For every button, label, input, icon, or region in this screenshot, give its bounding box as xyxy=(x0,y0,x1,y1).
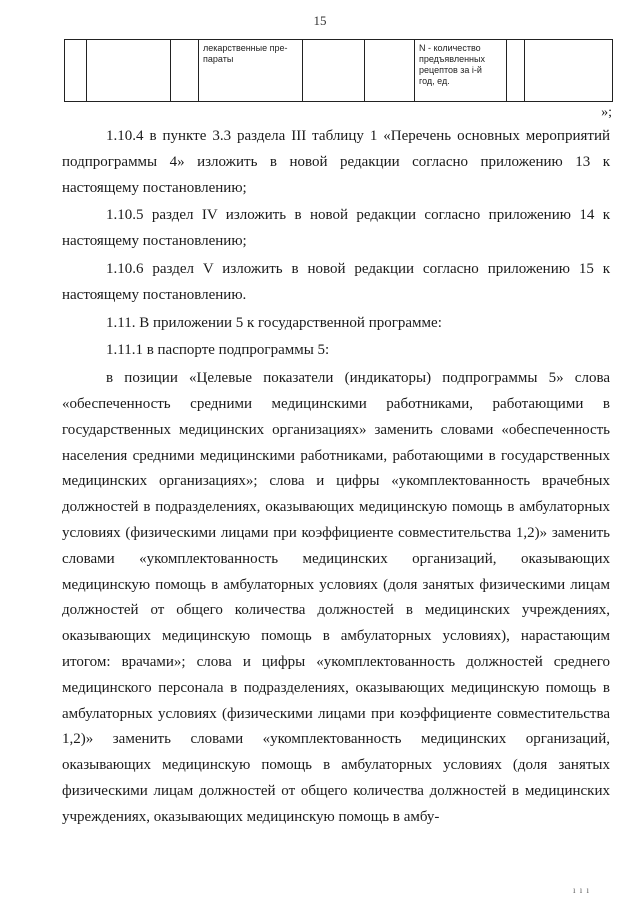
footer-mark: ı ı ı xyxy=(572,885,590,895)
paragraph-1-10-6: 1.10.6 раздел V изложить в новой редакции согласно приложению 15 к настоящему постановлению. xyxy=(62,260,610,303)
page-number: 15 xyxy=(313,13,327,28)
paragraph-targets: в позиции «Целевые показатели (индикаторы) подпрограммы 5» слова «обеспеченность средними медицинскими работниками, работающими в государственных медицинских организациях» заменить словами «обеспеченность населения средними медицинскими работниками, работающими в государственных медицинских организациях»; слова и цифры «укомплектованность врачебных должностей в подразделениях, оказывающих медицинскую помощь в амбулаторных условиях (физическими лицами при коэффициенте совместительства 1,2)» заменить словами «укомплектованность медицинских организаций, оказывающих медицинскую помощь в амбулаторных условиях (доля занятых физическими лицам должностей от общего количества должностей в медицинских учреждениях, оказывающих медицинскую помощь в амбулаторных условиях), нарастающим итогом: врачами»; слова и цифры «укомплектованность должностей среднего медицинского персонала в подразделениях, оказывающих медицинскую помощь в амбулаторных условиях (физическими лицами при коэффициенте совместительства 1,2)» заменить словами «укомплектованность медицинских организаций, оказывающих медицинскую помощь в амбулаторных условиях (доля занятых физическими лицам должностей от общего количества должностей в медицинских учреждениях, оказывающих медицинскую помощь в амбу- xyxy=(62,370,610,825)
closing-quote: »; xyxy=(601,105,612,120)
paragraph-1-11-1: 1.11.1 в паспорте подпрограммы 5: xyxy=(106,342,330,359)
table-fragment xyxy=(64,39,613,102)
document-body xyxy=(62,124,610,831)
table-cell xyxy=(365,40,415,102)
paragraph-1-11: 1.11. В приложении 5 к государственной программе: xyxy=(106,314,442,331)
table-cell xyxy=(171,40,199,102)
paragraph-1-10-5: 1.10.5 раздел IV изложить в новой редакции согласно приложению 14 к настоящему постановлению; xyxy=(62,207,610,250)
paragraph-1-10-4: 1.10.4 в пункте 3.3 раздела III таблицу 1 «Перечень основных мероприятий подпрограммы 4» изложить в новой редакции согласно приложению 13 к настоящему постановлению; xyxy=(62,128,610,196)
table-cell xyxy=(507,40,525,102)
table-cell xyxy=(525,40,613,102)
table-row xyxy=(65,40,613,102)
table-cell xyxy=(87,40,171,102)
table-cell-drugs: лекарственные пре- параты xyxy=(199,40,303,102)
table-cell-prescriptions: N - количество предъявленных рецептов за i-й год, ед. xyxy=(415,40,507,102)
table-cell xyxy=(303,40,365,102)
table-cell xyxy=(65,40,87,102)
